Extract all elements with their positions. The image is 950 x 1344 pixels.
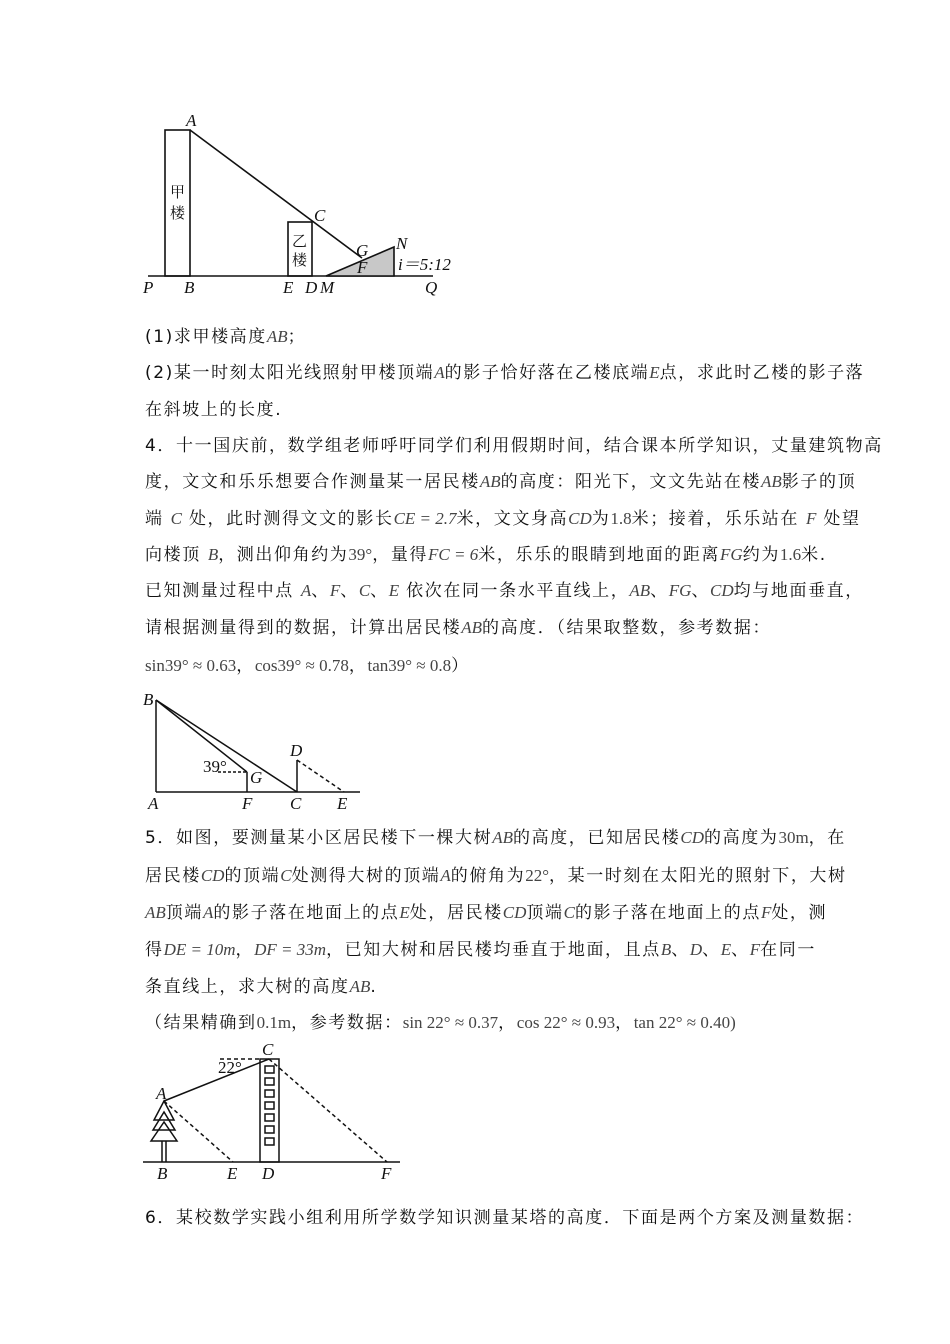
text-segment: 顶端 xyxy=(526,903,564,923)
text-line xyxy=(145,471,856,493)
text-segment: 米. xyxy=(801,545,827,565)
math-expression: AB xyxy=(761,472,782,491)
math-expression: tan39° ≈ 0.8 xyxy=(367,656,452,675)
math-expression: E xyxy=(649,363,660,382)
math-expression: F xyxy=(806,509,817,528)
text-segment: 的高度．（结果取整数，参考数据： xyxy=(481,618,772,638)
math-expression: cos39° ≈ 0.78 xyxy=(254,656,349,675)
building-yi-label-1: 乙 xyxy=(292,232,308,250)
label-G: G xyxy=(356,241,369,260)
text-segment: 处望 xyxy=(816,509,861,529)
text-segment: (1)求甲楼高度 xyxy=(145,327,267,347)
text-line xyxy=(145,655,470,677)
math-expression: tan 22° ≈ 0.40) xyxy=(633,1013,736,1032)
text-segment: ， xyxy=(498,1013,517,1033)
label-C: C xyxy=(314,206,326,225)
angle-label: 39° xyxy=(203,757,227,776)
math-expression: E xyxy=(399,903,410,922)
math-expression: B xyxy=(207,545,219,564)
text-segment: 米，乐乐的眼睛到地面的距离 xyxy=(478,545,721,565)
text-line xyxy=(145,939,816,961)
angle-label: 22° xyxy=(218,1058,242,1077)
math-expression: FC = 6 xyxy=(428,545,479,564)
text-segment: 米；接着，乐乐站在 xyxy=(631,509,807,529)
math-expression: CE = 2.7 xyxy=(393,509,457,528)
label-B: B xyxy=(157,1164,168,1180)
text-segment: 、 xyxy=(370,581,389,601)
shadow-line-BC xyxy=(156,700,297,792)
math-expression: CD xyxy=(200,866,225,885)
text-segment: 为 xyxy=(591,509,611,529)
text-segment: 处，居民楼 xyxy=(409,903,503,923)
tree-AB xyxy=(151,1101,177,1162)
label-D: D xyxy=(305,278,318,297)
building-yi-label-2: 楼 xyxy=(292,251,308,269)
label-C: C xyxy=(262,1040,274,1059)
math-expression: F xyxy=(749,940,761,959)
text-segment: ，量得 xyxy=(372,545,429,565)
text-line xyxy=(145,544,827,566)
text-line xyxy=(145,617,771,639)
math-expression: AB xyxy=(629,581,651,600)
label-M: M xyxy=(320,278,335,297)
math-expression: FG xyxy=(668,581,692,600)
label-B: B xyxy=(184,278,195,297)
building-CD xyxy=(260,1059,279,1162)
math-expression: A xyxy=(202,903,214,922)
text-segment: 处测得大树的顶端 xyxy=(291,866,441,886)
text-line xyxy=(145,326,306,348)
text-line xyxy=(145,362,864,384)
label-E: E xyxy=(337,794,348,813)
math-expression: A xyxy=(300,581,312,600)
label-G: G xyxy=(250,768,263,787)
text-segment: 处，此时测得文文的影长 xyxy=(181,509,394,529)
math-expression: AB xyxy=(479,472,501,491)
text-segment: 影子的顶 xyxy=(781,472,857,492)
math-expression: AB xyxy=(349,977,371,996)
math-expression: FG xyxy=(720,545,743,564)
building-jia-label-1: 甲 xyxy=(170,183,186,201)
math-expression: CD xyxy=(680,828,705,847)
text-segment: 约为 xyxy=(742,545,780,565)
text-line xyxy=(145,399,282,421)
text-segment: 均与地面垂直， xyxy=(733,581,864,601)
math-expression: DE = 10m xyxy=(163,940,236,959)
text-segment: 、 xyxy=(650,581,669,601)
text-segment: 5．如图，要测量某小区居民楼下一棵大树 xyxy=(145,828,493,848)
text-line xyxy=(145,865,847,887)
text-segment: （结果精确到 xyxy=(145,1013,257,1033)
text-segment: ，参考数据： xyxy=(291,1013,403,1033)
text-segment: ，测出仰角约为 xyxy=(218,545,349,565)
text-segment: 向楼顶 xyxy=(145,545,208,565)
building-windows xyxy=(265,1066,274,1145)
math-expression: C xyxy=(280,866,292,885)
math-expression: 1.8 xyxy=(610,509,632,528)
label-F: F xyxy=(381,1164,392,1180)
text-segment: 6．某校数学实践小组利用所学数学知识测量某塔的高度．下面是两个方案及测量数据： xyxy=(145,1208,865,1228)
text-segment: 米，文文身高 xyxy=(456,509,569,529)
math-expression: E xyxy=(388,581,400,600)
math-expression: B xyxy=(660,940,672,959)
text-segment: 在斜坡上的长度. xyxy=(145,400,283,420)
math-expression: 22° xyxy=(525,866,550,885)
text-segment: (2)某一时刻太阳光线照射甲楼顶端 xyxy=(145,363,435,383)
label-A: A xyxy=(186,111,197,130)
label-F: F xyxy=(357,258,368,277)
label-N: N xyxy=(396,234,408,253)
math-expression: F xyxy=(760,903,772,922)
text-segment: ， xyxy=(236,656,255,676)
text-segment: 的高度，已知居民楼 xyxy=(513,828,681,848)
math-expression: CD xyxy=(568,509,592,528)
math-expression: sin39° ≈ 0.63 xyxy=(145,656,237,675)
label-P: P xyxy=(143,278,154,297)
text-segment: 居民楼 xyxy=(145,866,201,886)
text-segment: ，在 xyxy=(808,828,846,848)
text-segment: 、 xyxy=(731,940,750,960)
sight-line-BG xyxy=(156,700,247,772)
text-line xyxy=(145,1012,736,1034)
label-E: E xyxy=(227,1164,238,1180)
label-A: A xyxy=(148,794,159,813)
text-segment: 的影子落在地面上的点 xyxy=(574,903,761,923)
text-line xyxy=(145,976,377,998)
text-segment: ； xyxy=(287,327,307,347)
math-expression: A xyxy=(440,866,451,885)
text-line xyxy=(145,435,883,457)
text-segment: ， xyxy=(348,656,368,676)
math-expression: D xyxy=(689,940,703,959)
math-expression: DF = 33m xyxy=(254,940,327,959)
label-F: F xyxy=(242,794,253,813)
text-segment: 、 xyxy=(671,940,690,960)
text-segment: 处，测 xyxy=(771,903,828,923)
text-segment: 、 xyxy=(340,581,359,601)
text-line xyxy=(145,580,864,602)
math-expression: 0.1m xyxy=(256,1013,292,1032)
math-expression: 1.6 xyxy=(779,545,802,564)
text-line xyxy=(145,902,827,924)
label-A: A xyxy=(156,1084,167,1103)
text-line xyxy=(145,1207,864,1229)
text-segment: 的俯角为 xyxy=(450,866,526,886)
text-segment: ， xyxy=(615,1013,634,1033)
building-jia xyxy=(165,130,190,276)
math-expression: AB xyxy=(492,828,513,847)
math-expression: 39° xyxy=(348,545,373,564)
text-segment: ，已知大树和居民楼均垂直于地面，且点 xyxy=(326,940,661,960)
text-segment: ） xyxy=(451,656,470,676)
text-line xyxy=(145,827,846,849)
text-segment: 4．十一国庆前，数学组老师呼吁同学们利用假期时间，结合课本所学知识，丈量建筑物高 xyxy=(145,436,883,456)
math-expression: A xyxy=(434,363,445,382)
sun-ray xyxy=(190,130,362,258)
math-expression: C xyxy=(170,509,182,528)
text-segment: . xyxy=(370,977,378,997)
label-D: D xyxy=(290,741,303,760)
text-segment: ， xyxy=(235,940,255,960)
figure-buildings-slope xyxy=(0,0,950,300)
text-segment: 点，求此时乙楼的影子落 xyxy=(659,363,865,383)
text-segment: 请根据测量得到的数据，计算出居民楼 xyxy=(145,618,462,638)
math-expression: 30m xyxy=(778,828,809,847)
math-expression: AB xyxy=(461,618,482,637)
label-B: B xyxy=(143,690,154,709)
text-segment: 端 xyxy=(145,509,171,529)
math-expression: C xyxy=(358,581,371,600)
shadow-line-DE xyxy=(297,760,344,792)
slope-ratio: i＝5:12 xyxy=(398,255,451,274)
math-expression: CD xyxy=(710,581,734,600)
text-segment: 的高度为 xyxy=(704,828,779,848)
math-expression: C xyxy=(563,903,575,922)
label-E: E xyxy=(283,278,294,297)
math-expression: cos 22° ≈ 0.93 xyxy=(516,1013,616,1032)
text-line xyxy=(145,508,861,530)
math-expression: AB xyxy=(266,327,288,346)
text-segment: ，某一时刻在太阳光的照射下，大树 xyxy=(549,866,847,886)
math-expression: CD xyxy=(502,903,527,922)
building-jia-label-2: 楼 xyxy=(170,204,186,222)
shadow-line-AE xyxy=(164,1101,233,1162)
text-segment: 依次在同一条水平直线上， xyxy=(399,581,630,601)
text-segment: 在同一 xyxy=(760,940,816,960)
math-expression: sin 22° ≈ 0.37 xyxy=(402,1013,499,1032)
math-expression: F xyxy=(329,581,341,600)
text-segment: 已知测量过程中点 xyxy=(145,581,301,601)
text-segment: 的影子落在地面上的点 xyxy=(213,903,400,923)
text-segment: 的影子恰好落在乙楼底端 xyxy=(444,363,650,383)
text-segment: 的顶端 xyxy=(224,866,281,886)
text-segment: 、 xyxy=(691,581,711,601)
text-segment: 度，文文和乐乐想要合作测量某一居民楼 xyxy=(145,472,480,492)
text-segment: 、 xyxy=(702,940,721,960)
text-segment: 条直线上，求大树的高度 xyxy=(145,977,350,997)
label-Q: Q xyxy=(425,278,438,297)
sight-line-CA xyxy=(164,1059,269,1101)
label-D: D xyxy=(262,1164,275,1180)
math-expression: AB xyxy=(145,903,166,922)
text-segment: 、 xyxy=(311,581,330,601)
text-segment: 的高度：阳光下，文文先站在楼 xyxy=(500,472,761,492)
text-segment: 顶端 xyxy=(165,903,203,923)
shadow-line-CF xyxy=(269,1059,387,1162)
math-expression: E xyxy=(720,940,732,959)
label-C: C xyxy=(290,794,302,813)
text-segment: 得 xyxy=(145,940,164,960)
